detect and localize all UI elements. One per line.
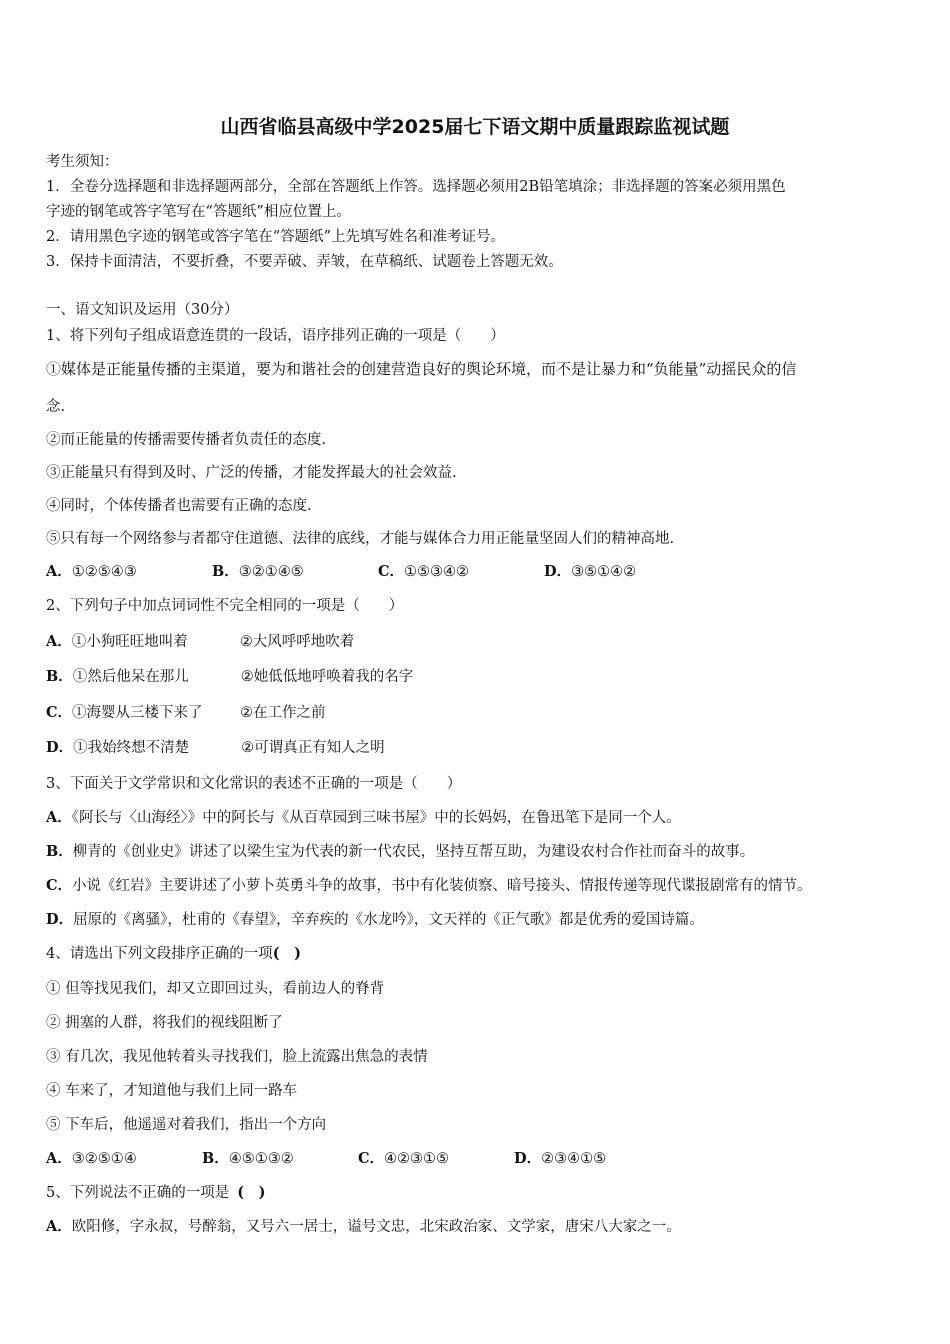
q1-option-c[interactable]: C．①⑤③④② [378,563,470,580]
q4-sentence-1: ① 但等找见我们，却又立即回过头，看前边人的脊背 [46,981,385,997]
q5-option-a[interactable]: A．欧阳修，字永叔，号醉翁，又号六一居士，谥号文忠，北宋政治家、文学家，唐宋八大家之一。 [46,1218,681,1235]
q1-option-b[interactable]: B．③②①④⑤ [212,563,304,580]
page-title: 山西省临县高级中学2025届七下语文期中质量跟踪监视试题 [220,116,730,138]
q2-option-b[interactable]: B．①然后他呆在那儿 ②她低低地呼唤着我的名字 [46,668,414,685]
notice-item-2: 2．请用黑色字迹的钢笔或答字笔在“答题纸”上先填写姓名和准考证号。 [46,229,506,245]
q3-stem: 3、下面关于文学常识和文化常识的表述不正确的一项是（ ） [46,776,462,792]
q3-option-d[interactable]: D．屈原的《离骚》，杜甫的《春望》，辛弃疾的《水龙吟》，文天祥的《正气歌》都是优秀的爱国诗篇。 [46,911,704,928]
notice-item-3: 3．保持卡面清洁，不要折叠，不要弄破、弄皱，在草稿纸、试题卷上答题无效。 [46,254,563,270]
q1-sentence-2: ②而正能量的传播需要传播者负责任的态度. [46,432,327,448]
section-heading: 一、语文知识及运用（30分） [46,302,239,318]
q1-option-a[interactable]: A．①②⑤④③ [46,563,137,580]
q1-sentence-3: ③正能量只有得到及时、广泛的传播，才能发挥最大的社会效益. [46,465,457,481]
q4-sentence-2: ② 拥塞的人群，将我们的视线阻断了 [46,1015,283,1031]
notice-item-1: 1．全卷分选择题和非选择题两部分，全部在答题纸上作答。选择题必须用2B铅笔填涂；非选择题的答案必须用黑色 [46,179,786,195]
q1-sentence-1-cont: 念. [46,399,66,415]
q4-option-b[interactable]: B．④⑤①③② [202,1150,294,1167]
q2-option-d[interactable]: D．①我始终想不清楚 ②可谓真正有知人之明 [46,739,385,756]
q1-sentence-4: ④同时，个体传播者也需要有正确的态度. [46,498,312,514]
q2-option-a[interactable]: A．①小狗旺旺地叫着 ②大风呼呼地吹着 [46,633,355,650]
q4-sentence-3: ③ 有几次，我见他转着头寻找我们，脸上流露出焦急的表情 [46,1049,428,1065]
q2-stem: 2、下列句子中加点词词性不完全相同的一项是（ ） [46,598,404,614]
q3-option-b[interactable]: B．柳青的《创业史》讲述了以梁生宝为代表的新一代农民，坚持互帮互助，为建设农村合作社而奋斗的故事。 [46,843,755,860]
q2-option-c[interactable]: C．①海婴从三楼下来了 ②在工作之前 [46,704,326,721]
q4-option-c[interactable]: C．④②③①⑤ [358,1150,450,1167]
notice-item-1-cont: 字迹的钢笔或答字笔写在“答题纸”相应位置上。 [46,204,351,220]
notice-heading: 考生须知： [46,154,119,170]
q4-option-d[interactable]: D．②③④①⑤ [514,1150,607,1167]
q4-options [46,1149,606,1169]
q4-option-a[interactable]: A．③②⑤①④ [46,1150,137,1167]
q1-sentence-1: ①媒体是正能量传播的主渠道，要为和谐社会的创建营造良好的舆论环境，而不是让暴力和“负能量”动摇民众的信 [46,360,797,378]
q1-sentence-5: ⑤只有每一个网络参与者都守住道德、法律的底线，才能与媒体合力用正能量坚固人们的精神高地. [46,531,675,547]
q1-options [46,562,636,582]
q4-sentence-4: ④ 车来了，才知道他与我们上同一路车 [46,1083,298,1099]
q3-option-a[interactable]: A．《阿长与〈山海经〉》中的阿长与《从百草园到三味书屋》中的长妈妈，在鲁迅笔下是同一个人。 [46,809,681,826]
q1-option-d[interactable]: D．③⑤①④② [544,563,637,580]
q4-sentence-5: ⑤ 下车后，他遥遥对着我们，指出一个方向 [46,1117,327,1133]
q5-stem: 5、下列说法不正确的一项是 ( ) [46,1184,266,1201]
q1-stem: 1、将下列句子组成语意连贯的一段话，语序排列正确的一项是（ ） [46,328,505,344]
q4-stem: 4、请选出下列文段排序正确的一项( ) [46,945,301,962]
q3-option-c[interactable]: C．小说《红岩》主要讲述了小萝卜英勇斗争的故事，书中有化装侦察、暗号接头、情报传递等现代谍报剧常有的情节。 [46,877,812,894]
